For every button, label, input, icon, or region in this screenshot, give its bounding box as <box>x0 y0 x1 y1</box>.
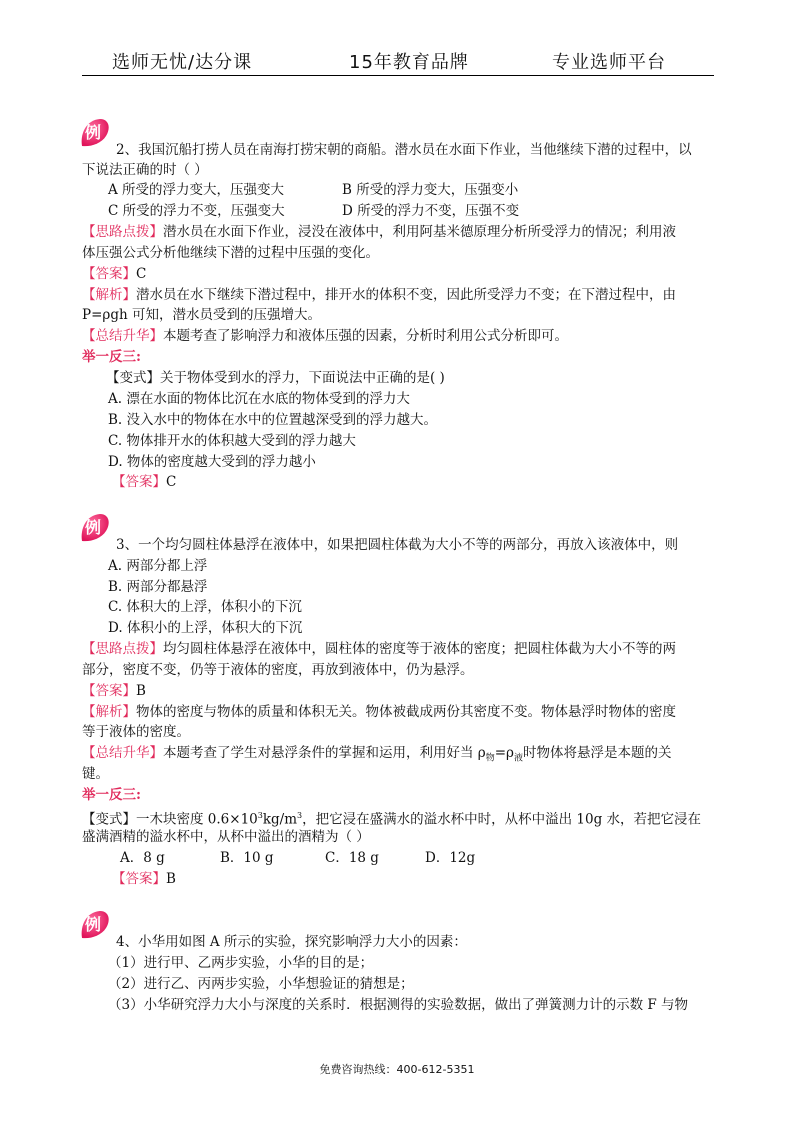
variant-text-b: kg/m <box>262 811 298 828</box>
q3-variant-option-a: A．8 g <box>120 850 165 866</box>
q3-variant-heading: 举一反三: <box>82 787 141 803</box>
svg-text:例: 例 <box>84 518 102 537</box>
summary-text-c: 时物体将悬浮是本题的关 <box>523 745 672 761</box>
q3-option-c: C. 体积大的上浮，体积小的下沉 <box>108 599 302 615</box>
q3-variant-question <box>82 806 701 830</box>
answer-label: 【答案】 <box>82 683 136 699</box>
header-divider <box>82 75 714 76</box>
q3-option-d: D. 体积小的上浮，体积大的下沉 <box>108 620 303 636</box>
q3-variant-option-b: B．10 g <box>220 850 274 866</box>
analysis-text: 潜水员在水下继续下潜过程中，排开水的体积不变，因此所受浮力不变；在下潜过程中，由 <box>136 287 676 303</box>
analysis-text: 物体的密度与物体的质量和体积无关。物体被截成两份其密度不变。物体悬浮时物体的密度 <box>136 704 676 720</box>
hint-label: 【思路点拨】 <box>82 224 163 240</box>
summary-sub-object: 物 <box>485 753 495 764</box>
q3-answer <box>82 681 146 701</box>
variant-sup-2: 3 <box>297 811 303 820</box>
header-platform: 专业选师平台 <box>552 52 666 73</box>
q4-part-1: （1）进行甲、乙两步实验，小华的目的是； <box>108 955 374 971</box>
q3-option-b: B. 两部分都悬浮 <box>108 579 208 595</box>
q3-hint-2: 部分，密度不变，仍等于液体的密度，再放到液体中，仍为悬浮。 <box>82 662 474 678</box>
q2-stem-2: 下说法正确的时（ ） <box>82 162 208 178</box>
q3-variant-option-d: D．12g <box>425 850 476 866</box>
answer-label: 【答案】 <box>112 474 166 490</box>
q2-variant-option-b: B. 没入水中的物体在水中的位置越深受到的浮力越大。 <box>108 412 438 428</box>
header-brand: 选师无忧/达分课 <box>112 52 253 73</box>
analysis-label: 【解析】 <box>82 704 136 720</box>
variant-text-a: 【变式】一木块密度 0.6×10 <box>82 811 258 828</box>
answer-value: C <box>136 266 147 282</box>
example-badge-icon <box>78 908 112 942</box>
q2-stem-1: 2、我国沉船打捞人员在南海打捞宋朝的商船。潜水员在水面下作业，当他继续下潜的过程中，以 <box>116 142 692 158</box>
answer-label: 【答案】 <box>82 266 136 282</box>
q2-option-c: C 所受的浮力不变，压强变大 <box>108 203 285 219</box>
q3-variant-question-2: 盛满酒精的溢水杯中，从杯中溢出的酒精为（ ） <box>82 829 370 845</box>
svg-text:例: 例 <box>84 123 102 142</box>
hint-text: 均匀圆柱体悬浮在液体中，圆柱体的密度等于液体的密度；把圆柱体截为大小不等的两 <box>163 641 676 657</box>
page-header <box>82 48 714 74</box>
summary-sub-liquid: 液 <box>514 753 524 764</box>
q2-analysis-2: P=ρgh 可知，潜水员受到的压强增大。 <box>82 307 321 323</box>
q3-summary <box>82 743 672 769</box>
q2-option-a: A 所受的浮力变大，压强变大 <box>108 182 285 198</box>
q2-summary <box>82 326 568 346</box>
header-slogan: 15年教育品牌 <box>349 52 469 73</box>
q2-answer <box>82 264 146 284</box>
summary-text: 本题考查了影响浮力和液体压强的因素，分析时利用公式分析即可。 <box>163 328 568 344</box>
summary-text-b: =ρ <box>494 745 514 761</box>
answer-label: 【答案】 <box>112 871 166 887</box>
q2-variant-question: 【变式】关于物体受到水的浮力，下面说法中正确的是( ) <box>106 370 445 386</box>
q3-summary-2: 键。 <box>82 766 109 782</box>
q4-stem: 4、小华用如图 A 所示的实验，探究影响浮力大小的因素： <box>116 934 467 950</box>
q3-analysis <box>82 702 676 722</box>
q2-variant-option-a: A. 漂在水面的物体比沉在水底的物体受到的浮力大 <box>108 391 410 407</box>
q2-variant-heading: 举一反三: <box>82 349 141 365</box>
footer-hotline: 免费咨询热线：400-612-5351 <box>319 1063 475 1076</box>
q3-option-a: A. 两部分都上浮 <box>108 558 208 574</box>
q2-option-b: B 所受的浮力变大，压强变小 <box>342 182 519 198</box>
q2-variant-option-c: C. 物体排开水的体积越大受到的浮力越大 <box>108 433 356 449</box>
q2-hint-2: 体压强公式分析他继续下潜的过程中压强的变化。 <box>82 245 379 261</box>
summary-label: 【总结升华】 <box>82 745 163 761</box>
answer-value: B <box>166 871 176 887</box>
summary-text-a: 本题考查了学生对悬浮条件的掌握和运用，利用好当 ρ <box>163 745 486 761</box>
q4-part-2: （2）进行乙、丙两步实验，小华想验证的猜想是； <box>108 976 414 992</box>
q3-analysis-2: 等于液体的密度。 <box>82 724 190 740</box>
answer-value: B <box>136 683 146 699</box>
hint-text: 潜水员在水面下作业，浸没在液体中，利用阿基米德原理分析所受浮力的情况；利用液 <box>163 224 676 240</box>
summary-label: 【总结升华】 <box>82 328 163 344</box>
q2-option-d: D 所受的浮力不变，压强不变 <box>342 203 520 219</box>
q3-variant-answer <box>112 869 176 889</box>
q2-analysis <box>82 285 676 305</box>
q3-stem: 3、一个均匀圆柱体悬浮在液体中，如果把圆柱体截为大小不等的两部分，再放入该液体中，则 <box>116 537 679 553</box>
hint-label: 【思路点拨】 <box>82 641 163 657</box>
variant-sup-1: 3 <box>257 811 263 820</box>
q2-variant-answer <box>112 472 176 492</box>
q2-hint <box>82 222 676 242</box>
q3-hint <box>82 639 676 659</box>
q2-variant-option-d: D. 物体的密度越大受到的浮力越小 <box>108 454 316 470</box>
example-badge-icon <box>78 116 112 150</box>
answer-value: C <box>166 474 177 490</box>
example-badge-icon <box>78 511 112 545</box>
variant-text-c: ，把它浸在盛满水的溢水杯中时，从杯中溢出 10g 水，若把它浸在 <box>302 811 702 828</box>
q4-part-3: （3）小华研究浮力大小与深度的关系时．根据测得的实验数据，做出了弹簧测力计的示数 F 与物 <box>108 997 689 1013</box>
analysis-label: 【解析】 <box>82 287 136 303</box>
q3-variant-option-c: C．18 g <box>325 850 379 866</box>
svg-text:例: 例 <box>84 915 102 934</box>
